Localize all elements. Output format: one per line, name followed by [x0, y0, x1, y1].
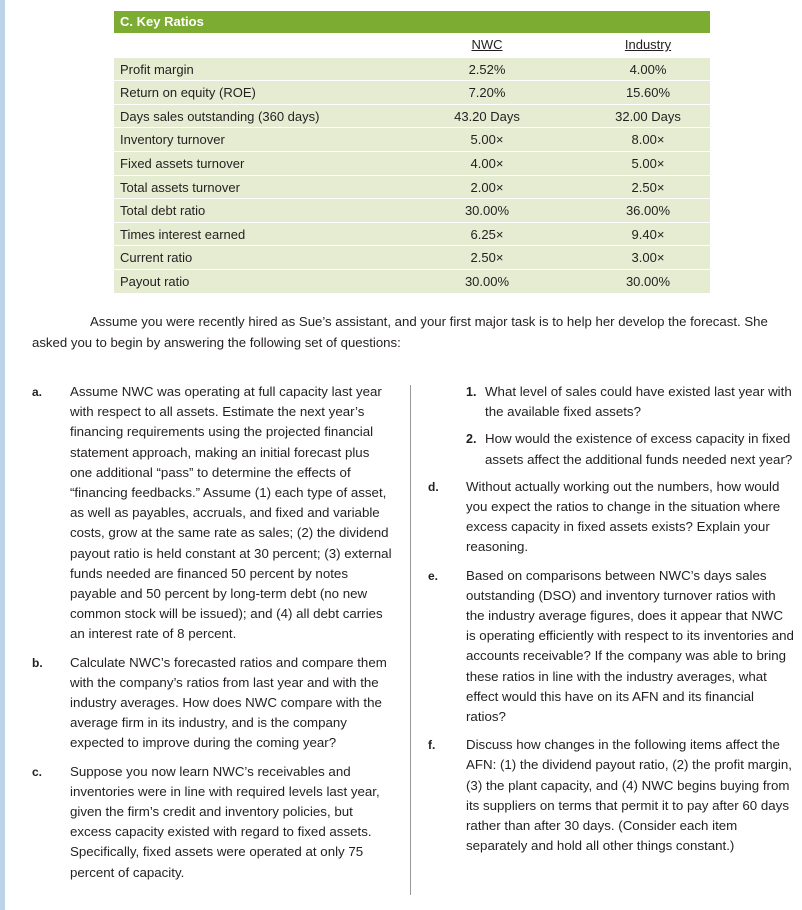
question-b — [32, 653, 392, 754]
ratio-label: Profit margin — [120, 61, 194, 77]
nwc-value: 4.00× — [470, 155, 504, 171]
question-c — [32, 762, 392, 883]
question-letter: b. — [32, 655, 43, 670]
question-text: Discuss how changes in the following items affect the AFN: (1) the dividend payout ratio, (2) the profit margin, (3) the plant capacity, and (4) NWC begins buying from its suppliers on terms that permit it to pay after 60 days rather than after 30 days. (Consider each item separately and hold all other things constant.) — [466, 737, 792, 854]
industry-value: 3.00× — [631, 250, 665, 266]
table-row — [114, 57, 710, 81]
industry-value: 2.50× — [631, 179, 665, 195]
question-letter: e. — [428, 568, 439, 583]
nwc-value: 2.52% — [468, 61, 506, 77]
table-row — [114, 127, 710, 151]
ratio-label: Days sales outstanding (360 days) — [120, 108, 320, 124]
question-e — [428, 566, 794, 728]
ratio-label: Return on equity (ROE) — [120, 85, 256, 101]
question-text: Based on comparisons between NWC’s days sales outstanding (DSO) and inventory turnover ratios with the industry average figures, does it appear that NWC is operating efficiently with respect to its inventories and accounts receivable? If the company was able to bring these ratios in line with the industry averages, what effect would this have on its AFN and its financial ratios? — [466, 567, 794, 725]
nwc-value: 5.00× — [470, 132, 504, 148]
ratio-label: Fixed assets turnover — [120, 155, 245, 171]
column-header-blank — [114, 33, 428, 57]
ratio-label: Total assets turnover — [120, 179, 240, 195]
table-row — [114, 245, 710, 269]
table-row — [114, 151, 710, 175]
key-ratios-table — [114, 11, 710, 293]
question-c-sub-1 — [428, 382, 794, 422]
page-edge-bar — [0, 0, 5, 910]
subquestion-text: What level of sales could have existed last year with the available fixed assets? — [485, 384, 792, 420]
column-header-nwc: NWC — [471, 37, 503, 52]
table-title: C. Key Ratios — [114, 11, 710, 33]
question-f — [428, 735, 794, 856]
ratio-label: Times interest earned — [120, 226, 246, 242]
column-header-industry: Industry — [624, 37, 672, 52]
nwc-value: 2.50× — [470, 250, 504, 266]
question-a — [32, 382, 392, 645]
subquestion-number: 2. — [466, 432, 477, 447]
nwc-value: 6.25× — [470, 226, 504, 242]
nwc-value: 30.00% — [464, 273, 510, 289]
industry-value: 15.60% — [625, 85, 671, 101]
subquestion-text: How would the existence of excess capacity in fixed assets affect the additional funds needed next year? — [485, 431, 793, 467]
question-letter: d. — [428, 479, 439, 494]
table-row — [114, 269, 710, 293]
table-row — [114, 80, 710, 104]
industry-value: 8.00× — [631, 132, 665, 148]
ratio-label: Payout ratio — [120, 273, 190, 289]
ratio-label: Inventory turnover — [120, 132, 225, 148]
table-row — [114, 104, 710, 128]
question-text: Suppose you now learn NWC’s receivables and inventories were in line with required levels last year, given the firm’s credit and inventory policies, but excess capacity existed with regard to fixed assets. Specifically, fixed assets were operated at only 75 percent of capacity. — [70, 763, 380, 880]
question-letter: c. — [32, 764, 43, 779]
industry-value: 32.00 Days — [615, 108, 681, 124]
ratio-label: Current ratio — [120, 250, 193, 266]
nwc-value: 7.20% — [468, 85, 506, 101]
table-column-headers — [114, 33, 710, 57]
table-row — [114, 222, 710, 246]
questions-right-column — [428, 382, 794, 864]
intro-paragraph: Assume you were recently hired as Sue’s assistant, and your first major task is to help her develop the forecast. She asked you to begin by answering the following set of questions: — [32, 314, 768, 350]
question-letter: a. — [32, 385, 43, 399]
nwc-value: 30.00% — [464, 203, 510, 219]
question-d — [428, 477, 794, 558]
industry-value: 4.00% — [629, 61, 667, 77]
question-text: Without actually working out the numbers, how would you expect the ratios to change in the situation where excess capacity in fixed assets exists? Explain your reasoning. — [466, 478, 781, 555]
industry-value: 5.00× — [631, 155, 665, 171]
table-row — [114, 175, 710, 199]
table-row — [114, 198, 710, 222]
nwc-value: 2.00× — [470, 179, 504, 195]
ratio-label: Total debt ratio — [120, 203, 206, 219]
questions-left-column — [32, 382, 392, 891]
question-text: Assume NWC was operating at full capacity last year with respect to all assets. Estimate the next year’s financing requirements using the projected financial statement approach, making an initial forecast plus one additional “pass” to determine the effects of “financing feedbacks.” Assume (1) each type of asset, as well as payables, accruals, and fixed and variable costs, grow at the same rate as sales; (2) the dividend payout ratio is held constant at 30 percent; (3) external funds needed are financed 50 percent by notes payable and 50 percent by long-term debt (no new common stock will be issued); and (4) all debt carries an interest rate of 8 percent. — [70, 384, 392, 642]
subquestion-number: 1. — [466, 385, 477, 399]
question-c-sub-2 — [428, 429, 794, 469]
industry-value: 9.40× — [631, 226, 665, 242]
nwc-value: 43.20 Days — [454, 108, 520, 124]
question-letter: f. — [428, 738, 436, 753]
question-text: Calculate NWC’s forecasted ratios and compare them with the company’s ratios from last year and with the industry averages. How does NWC compare with the average firm in its industry, and is the company expected to improve during the coming year? — [70, 654, 387, 751]
column-divider — [410, 385, 411, 895]
industry-value: 30.00% — [625, 273, 671, 289]
industry-value: 36.00% — [625, 203, 671, 219]
